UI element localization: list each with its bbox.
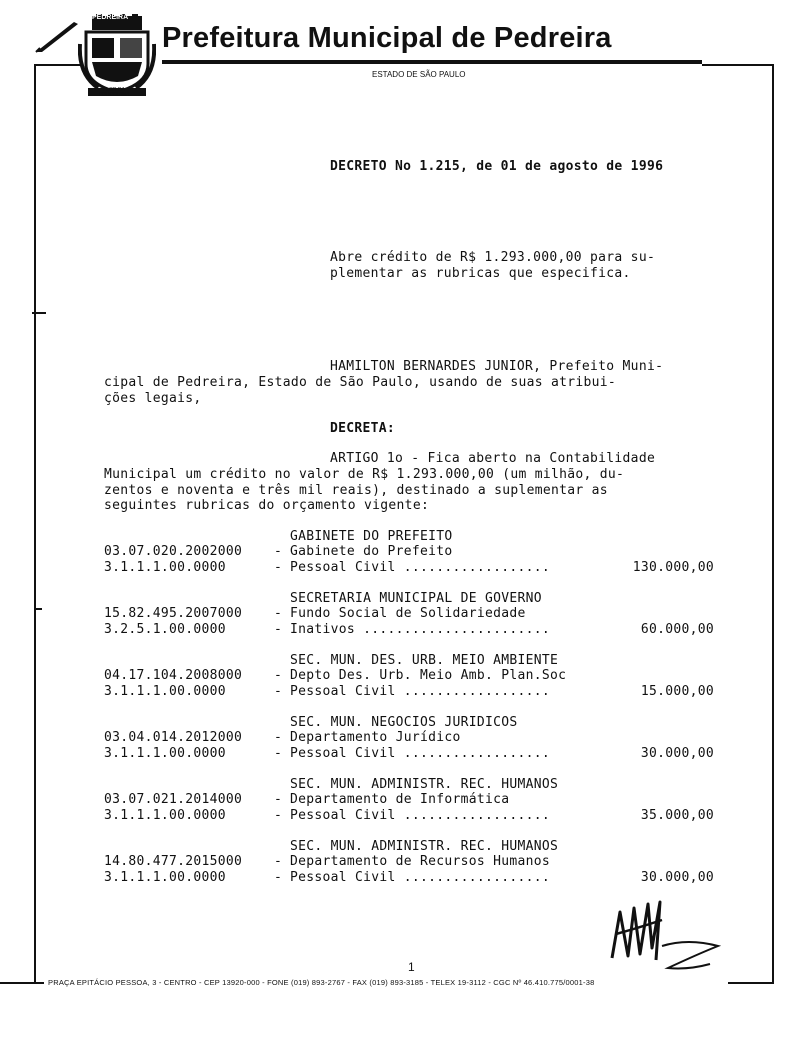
article-1-line-4: seguintes rubricas do orçamento vigente:	[104, 498, 430, 513]
preamble-line-3: ções legais,	[104, 391, 202, 406]
article-1-line-3: zentos e noventa e três mil reais), destinado a suplementar as	[104, 483, 608, 498]
frame-left	[34, 64, 36, 982]
item-subcode: 3.1.1.1.00.0000	[104, 870, 226, 885]
item-dash: -	[274, 730, 283, 745]
item-subdesc: Pessoal Civil ..................	[290, 746, 551, 761]
item-subcode: 3.1.1.1.00.0000	[104, 560, 226, 575]
scan-mark	[32, 312, 46, 314]
item-amount: 60.000,00	[640, 622, 714, 637]
signature	[598, 898, 728, 978]
item-subdesc: Pessoal Civil ..................	[290, 870, 551, 885]
item-subdesc: Inativos .......................	[290, 622, 551, 637]
item-subdesc: Pessoal Civil ..................	[290, 560, 551, 575]
item-code: 03.07.020.2002000	[104, 544, 243, 559]
item-desc: Departamento Jurídico	[290, 730, 461, 745]
item-code: 03.07.021.2014000	[104, 792, 243, 807]
item-code: 15.82.495.2007000	[104, 606, 243, 621]
state-label: ESTADO DE SÃO PAULO	[372, 70, 466, 79]
frame-bottom-left	[0, 982, 44, 984]
title-underline	[162, 60, 702, 64]
preamble-line-1: HAMILTON BERNARDES JUNIOR, Prefeito Muni-	[330, 359, 664, 374]
preamble-line-2: cipal de Pedreira, Estado de São Paulo, usando de suas atribui-	[104, 375, 616, 390]
item-dash: -	[274, 622, 283, 637]
decree-heading: DECRETO No 1.215, de 01 de agosto de 1996	[330, 159, 664, 174]
article-1-line-2: Municipal um crédito no valor de R$ 1.293.000,00 (um milhão, du-	[104, 467, 625, 482]
item-subdesc: Pessoal Civil ..................	[290, 808, 551, 823]
item-dash: -	[274, 808, 283, 823]
item-amount: 130.000,00	[632, 560, 714, 575]
item-dash: -	[274, 544, 283, 559]
frame-bottom-right	[728, 982, 774, 984]
seal-bottom-text: FLOR DA PORCELANA	[98, 87, 130, 98]
item-amount: 30.000,00	[640, 870, 714, 885]
scan-mark	[34, 608, 42, 610]
decree-summary-line-1: Abre crédito de R$ 1.293.000,00 para su-	[330, 250, 656, 265]
item-dash: -	[274, 746, 283, 761]
item-amount: 35.000,00	[640, 808, 714, 823]
article-1-line-1: ARTIGO 1o - Fica aberto na Contabilidade	[330, 451, 656, 466]
item-code: 04.17.104.2008000	[104, 668, 243, 683]
frame-top-left	[34, 64, 80, 66]
seal-top-text: PEDREIRA	[92, 14, 129, 21]
item-desc: Fundo Social de Solidariedade	[290, 606, 526, 621]
item-dash: -	[274, 606, 283, 621]
item-dash: -	[274, 560, 283, 575]
item-desc: Gabinete do Prefeito	[290, 544, 453, 559]
item-section: SEC. MUN. ADMINISTR. REC. HUMANOS	[290, 839, 559, 854]
item-desc: Departamento de Recursos Humanos	[290, 854, 551, 869]
item-dash: -	[274, 684, 283, 699]
pen-icon	[34, 18, 80, 54]
item-section: SECRETARIA MUNICIPAL DE GOVERNO	[290, 591, 542, 606]
item-code: 14.80.477.2015000	[104, 854, 243, 869]
municipal-coat-of-arms	[78, 14, 156, 98]
footer-address: PRAÇA EPITÁCIO PESSOA, 3 - CENTRO - CEP 13920-000 - FONE (019) 893-2767 - FAX (019) 893-3185 - TELEX 19-3112 - CGC Nº 46.410.775/0001-38	[48, 978, 595, 987]
decree-summary-line-2: plementar as rubricas que especifica.	[330, 266, 631, 281]
item-subdesc: Pessoal Civil ..................	[290, 684, 551, 699]
item-section: SEC. MUN. ADMINISTR. REC. HUMANOS	[290, 777, 559, 792]
item-code: 03.04.014.2012000	[104, 730, 243, 745]
item-subcode: 3.1.1.1.00.0000	[104, 684, 226, 699]
item-dash: -	[274, 870, 283, 885]
decreta-label: DECRETA:	[330, 421, 396, 436]
frame-right	[772, 64, 774, 982]
item-amount: 15.000,00	[640, 684, 714, 699]
item-subcode: 3.1.1.1.00.0000	[104, 808, 226, 823]
item-desc: Depto Des. Urb. Meio Amb. Plan.Soc	[290, 668, 567, 683]
page-title: Prefeitura Municipal de Pedreira	[162, 22, 612, 54]
item-amount: 30.000,00	[640, 746, 714, 761]
item-desc: Departamento de Informática	[290, 792, 510, 807]
item-section: GABINETE DO PREFEITO	[290, 529, 453, 544]
page-number: 1	[408, 960, 415, 974]
item-subcode: 3.1.1.1.00.0000	[104, 746, 226, 761]
item-subcode: 3.2.5.1.00.0000	[104, 622, 226, 637]
item-dash: -	[274, 854, 283, 869]
frame-top-right	[702, 64, 774, 66]
item-section: SEC. MUN. DES. URB. MEIO AMBIENTE	[290, 653, 559, 668]
item-section: SEC. MUN. NEGOCIOS JURIDICOS	[290, 715, 518, 730]
item-dash: -	[274, 792, 283, 807]
item-dash: -	[274, 668, 283, 683]
